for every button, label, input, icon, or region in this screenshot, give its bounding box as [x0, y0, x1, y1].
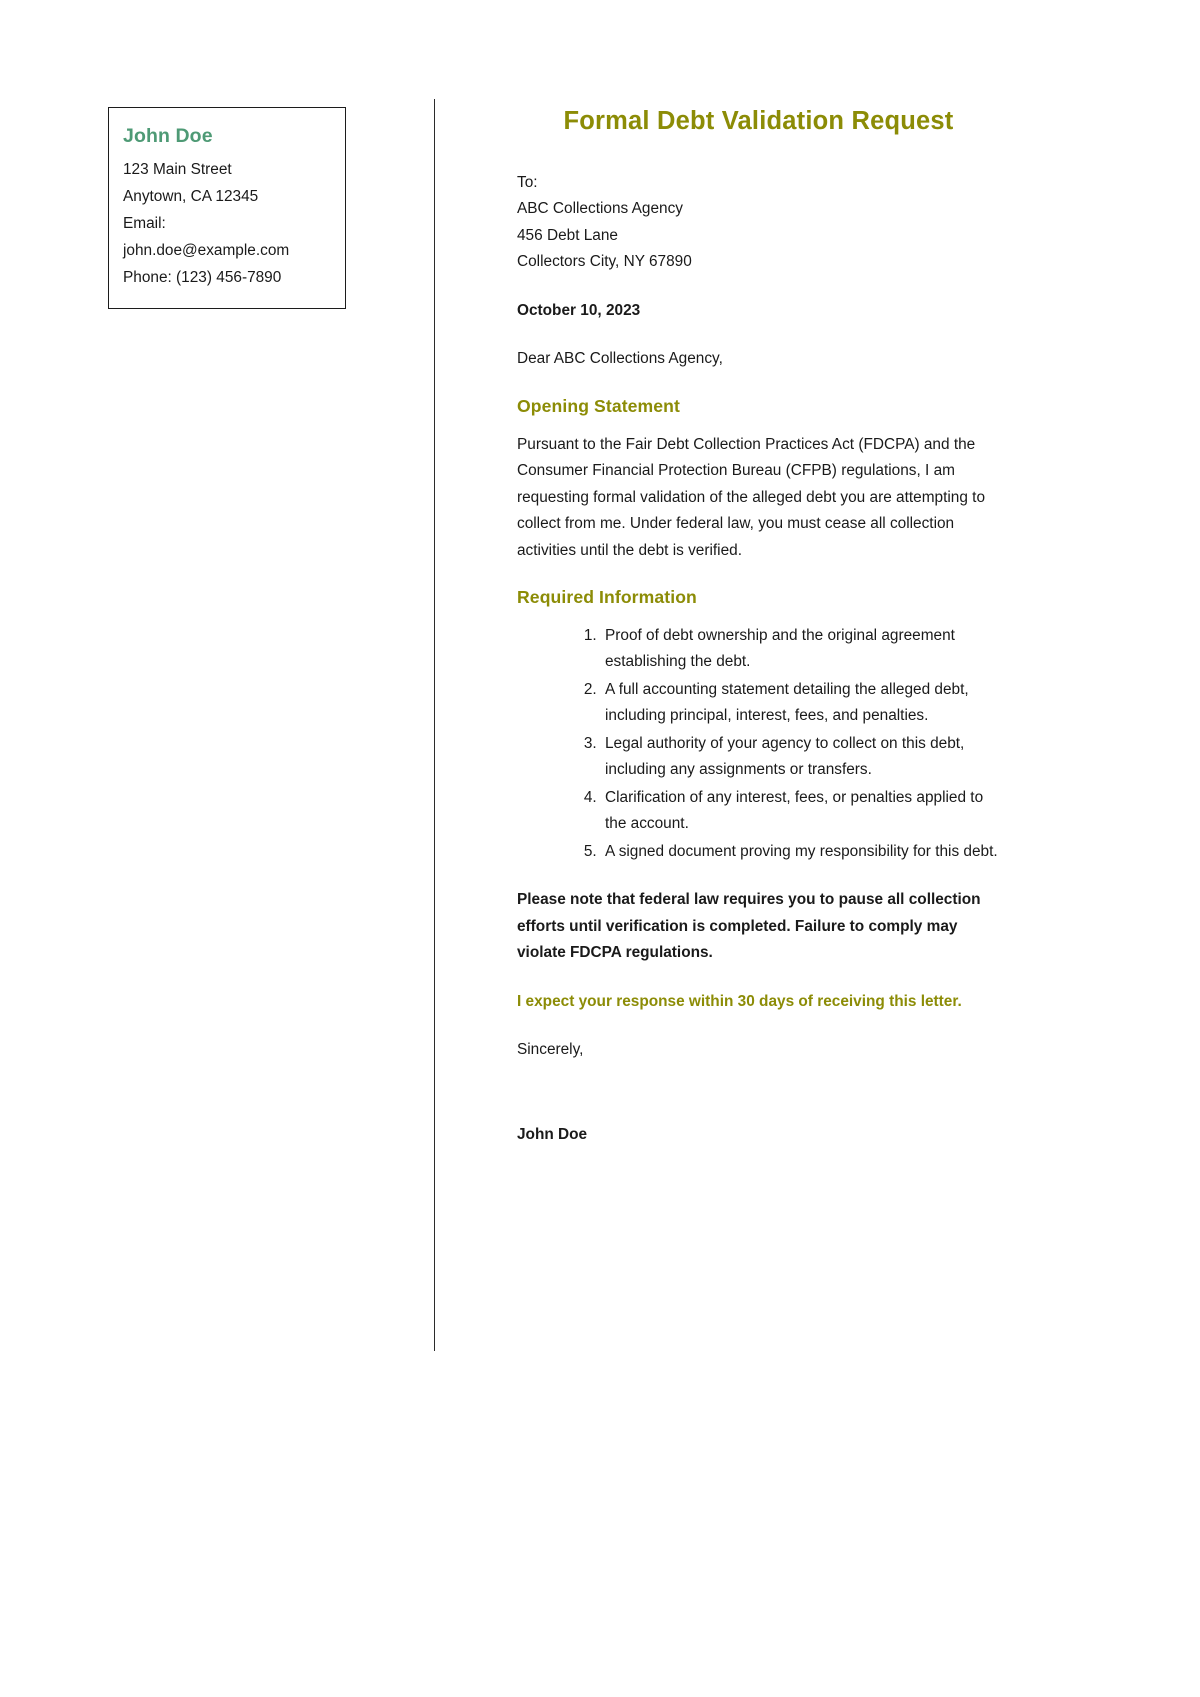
signature-name: John Doe: [517, 1125, 588, 1143]
closing-salutation: Sincerely,: [517, 1041, 584, 1059]
sender-address-line-2: Anytown, CA 12345: [123, 188, 259, 206]
salutation: Dear ABC Collections Agency,: [517, 350, 723, 368]
recipient-city-state-zip: Collectors City, NY 67890: [517, 253, 692, 271]
sender-address-line-1: 123 Main Street: [123, 161, 232, 179]
response-deadline-notice: I expect your response within 30 days of receiving this letter.: [517, 992, 962, 1010]
list-item: 1. Proof of debt ownership and the original agreement establishing the debt.: [601, 623, 1000, 676]
sender-email: john.doe@example.com: [123, 242, 290, 260]
list-item: 4. Clarification of any interest, fees, or penalties applied to the account.: [601, 785, 1000, 838]
recipient-company: ABC Collections Agency: [517, 200, 683, 218]
salutation-block: [517, 346, 1000, 372]
signature-space: [517, 1086, 1000, 1122]
sender-phone: Phone: (123) 456-7890: [123, 269, 282, 287]
required-information-list: [517, 623, 1000, 865]
recipient-to-label: To:: [517, 173, 538, 191]
section-heading-required-information: Required Information: [517, 587, 697, 608]
list-item: 5. A signed document proving my responsibility for this debt.: [601, 839, 1000, 865]
date-block: [517, 298, 1000, 324]
letter-body: [517, 106, 1000, 1148]
recipient-block: [517, 170, 1000, 276]
sender-info-box: [108, 107, 346, 309]
sender-email-label: Email:: [123, 215, 166, 233]
list-item: 2. A full accounting statement detailing the alleged debt, including principal, interest, fees, and penalties.: [601, 677, 1000, 730]
letter-date: October 10, 2023: [517, 301, 641, 319]
recipient-street: 456 Debt Lane: [517, 226, 618, 244]
list-item: 3. Legal authority of your agency to collect on this debt, including any assignments or transfers.: [601, 731, 1000, 784]
page-title: Formal Debt Validation Request: [563, 107, 954, 135]
federal-law-notice: Please note that federal law requires you to pause all collection efforts until verification is completed. Failure to comply may violate FDCPA regulations.: [517, 891, 981, 962]
sender-name: John Doe: [123, 125, 213, 147]
section-heading-opening-statement: Opening Statement: [517, 395, 680, 416]
column-divider: [434, 99, 435, 1351]
opening-statement-paragraph: Pursuant to the Fair Debt Collection Practices Act (FDCPA) and the Consumer Financial Protection Bureau (CFPB) regulations, I am requesting formal validation of the alleged debt you are attempting to collect from me. Under federal law, you must cease all collection activities until the debt is verified.: [517, 435, 986, 559]
